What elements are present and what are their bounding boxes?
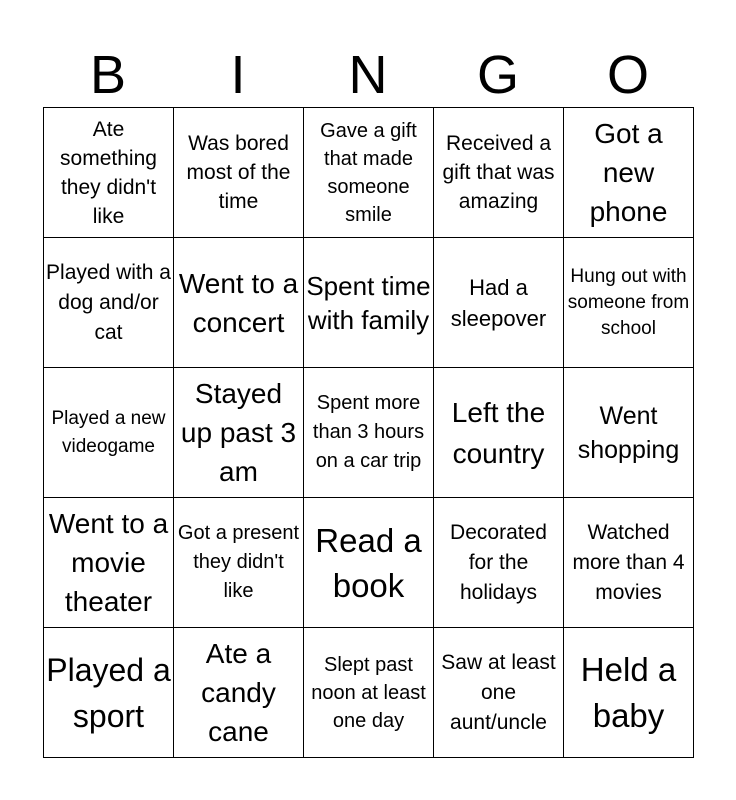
bingo-cell [174,108,304,238]
cell-text: Read a book [315,521,422,604]
grid-row [44,498,694,628]
header-letter-n: N [348,45,388,105]
bingo-cell [44,368,174,498]
grid-row [44,368,694,498]
cell-text: Hung out with someone from school [567,265,690,339]
cell-text: Went to a concert [178,267,299,338]
bingo-cell [44,498,174,628]
cell-text: Got a present they didn't like [177,522,300,602]
bingo-cell [434,498,564,628]
bingo-grid [43,107,694,758]
bingo-cell [304,368,434,498]
bingo-cell [304,628,434,758]
cell-text: Got a new phone [589,118,668,227]
bingo-cell [304,498,434,628]
cell-text: Played a new videogame [51,407,166,457]
cell-text: Was bored most of the time [186,132,291,213]
cell-text: Went shopping [577,401,680,464]
bingo-cell [44,628,174,758]
bingo-header [43,42,693,108]
bingo-cell [434,368,564,498]
header-letter-o: O [606,45,649,105]
cell-text: Ate something they didn't like [60,117,157,228]
bingo-cell [174,628,304,758]
bingo-cell [434,628,564,758]
header-letter-g: G [476,45,519,105]
cell-text: Went to a movie theater [48,508,169,617]
header-letter-b: B [89,45,127,105]
cell-text: Slept past noon at least one day [311,653,426,732]
cell-text: Received a gift that was amazing [442,132,555,213]
header-letter-i: I [230,45,246,105]
bingo-cell [434,108,564,238]
cell-text: Had a sleepover [450,274,547,331]
cell-text: Spent time with family [306,270,431,335]
bingo-cell [44,108,174,238]
cell-text: Held a baby [580,650,677,734]
bingo-cell [304,108,434,238]
cell-text: Stayed up past 3 am [180,378,297,487]
cell-text: Played a sport [46,651,171,734]
bingo-cell [564,628,694,758]
cell-text: Decorated for the holidays [450,520,547,604]
cell-text: Played with a dog and/or cat [46,260,171,344]
cell-text: Spent more than 3 hours on a car trip [312,392,425,472]
bingo-cell [174,498,304,628]
grid-row [44,238,694,368]
bingo-cell [174,238,304,368]
bingo-cell [564,368,694,498]
cell-text: Left the country [451,396,546,469]
bingo-cell [174,368,304,498]
grid-row [44,628,694,758]
bingo-cell [304,238,434,368]
bingo-cell [564,108,694,238]
bingo-cell [44,238,174,368]
bingo-cell [434,238,564,368]
cell-text: Saw at least one aunt/uncle [441,650,556,734]
bingo-cell [564,498,694,628]
bingo-cell [564,238,694,368]
grid-row [44,108,694,238]
cell-text: Gave a gift that made someone smile [320,119,417,226]
cell-text: Ate a candy cane [201,638,276,747]
cell-text: Watched more than 4 movies [572,520,685,604]
